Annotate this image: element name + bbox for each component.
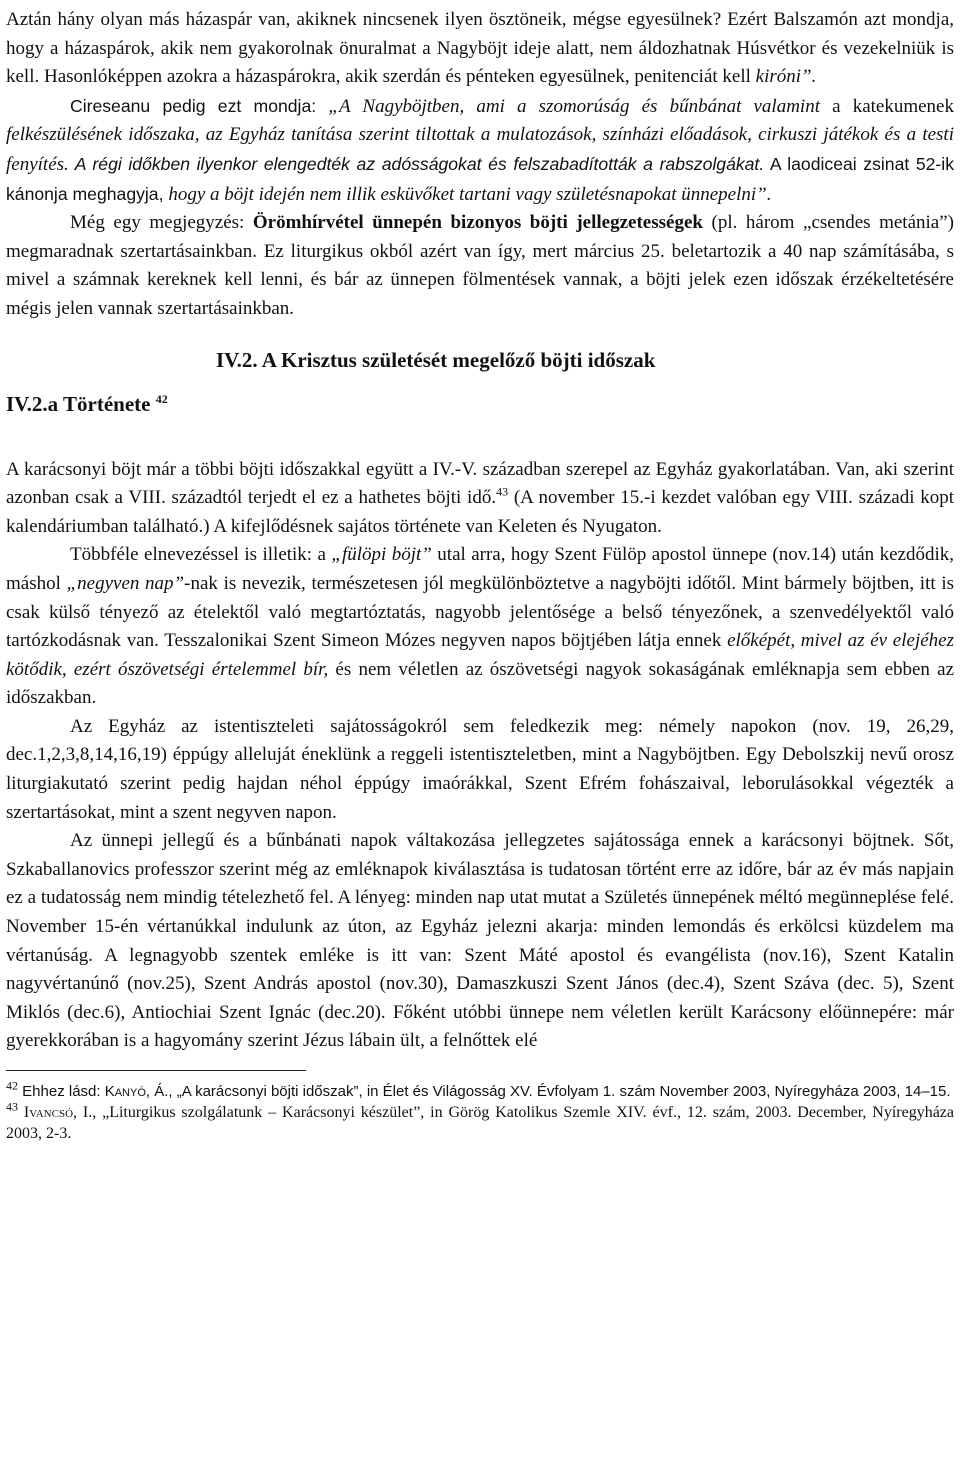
footnote-43-title: , „Liturgikus szolgálatunk – Karácsonyi készület”, in Görög Katolikus Szemle XIV. évf., 12. szám, 2003. December, Nyíregyháza 2003, 2-3.	[6, 1104, 955, 1142]
paragraph-2-quote: felkészülésének időszaka, az Egyház tanítása szerint tiltottak a mulatozások, színházi előadások, cirkuszi játékok és a testi fenyítés.	[6, 124, 954, 175]
paragraph-3-lead: Még egy megjegyzés:	[70, 212, 253, 234]
paragraph-4-text: A karácsonyi böjt már a többi böjti időszakkal együtt a IV.-V. században szerepel az Egyház gyakorlatában. Van, aki szerint azonban csak a VIII. századtól terjedt el ez a hathetes böjti idő.	[6, 458, 954, 509]
paragraph-7: Az ünnepi jellegű és a bűnbánati napok váltakozása jellegzetes sajátossága ennek a karácsonyi böjtnek. Sőt, Szkaballanovics professzor szerint még az emléknapok kiválasztása is tudatosan történt erre az időre, bár az év más napjain ez a tudatosság nem mindig tételezhető fel. A lényeg: minden nap utat mutat a Születés ünnepének méltó megünneplése felé. November 15-én vértanúkkal indulunk az úton, az Egyház jelezni akarja: minden lemondás és erkölcsi küzdelem ma vértanúság. A legnagyobb szentek emléke is itt van: Szent Máté apostol és evangélista (nov.16), Szent Katalin nagyvértanúnő (nov.25), Szent András apostol (nov.30), Damaszkuszi Szent János (dec.4), Szent Száva (dec. 5), Szent Miklós (dec.6), Antiochiai Szent Ignác (dec.20). Főként utóbbi ünnepe nem véletlen került Karácsony előünnepére: már gyerekkorában is a hagyomány szerint Jézus lábain ült, a felnőttek elé	[6, 830, 954, 1052]
footnote-ref-42[interactable]: 42	[155, 391, 168, 406]
footnote-42-title: , „A karácsonyi böjti időszak”, in Élet és Világosság XV. Évfolyam 1. szám November 2003, Nyíregyháza 2003, 14–15.	[168, 1083, 951, 1100]
footnote-ref-43[interactable]: 43	[496, 484, 509, 499]
paragraph-2-sans-italic: A régi időkben ilyenkor elengedték az adósságokat és felszabadították a rabszolgákat.	[68, 153, 765, 174]
paragraph-4	[6, 456, 954, 542]
footnote-43	[6, 1099, 955, 1144]
paragraph-1-text: Aztán hány olyan más házaspár van, akiknek nincsenek ilyen ösztöneik, mégse egyesülnek? Ezért Balszamón azt mondja, hogy a házaspárok, akik nem gyakorolnak önuralmat a Nagyböjt ideje alatt, nem áldozhatnak Húsvétkor és vezekelniük is kell. Hasonlóképpen azokra a házaspárokra, akik szerdán és pénteken egyesülnek, penitenciát kell	[6, 9, 954, 88]
paragraph-2-text: a katekumenek	[819, 95, 954, 117]
paragraph-5-text-3: és nem véletlen az ószövetségi nagyok sokaságának emléknapja sem ebben az időszakban.	[6, 658, 955, 709]
paragraph-5-italic-3: előképét, mivel az év elejéhez kötődik, ezért ószövetségi értelemmel bír,	[6, 630, 954, 680]
paragraph-2	[6, 92, 954, 209]
paragraph-6: Az Egyház az istentiszteleti sajátosságokról sem feledkezik meg: némely napokon (nov. 19, 26,29, dec.1,2,3,8,14,16,19) éppúgy alleluját éneklünk a reggeli istentiszteletben, mint a Nagyböjtben. Egy Debolszkij nevű orosz liturgiakutató szerint pedig hajdan néhol éppúgy imaórákkal, Szent Efrém fohászaival, leborulásokkal végezték a szertartásokat, mint a szent negyven napon.	[6, 715, 954, 823]
footnote-42-number: 42	[6, 1078, 18, 1093]
paragraph-4-text-2: (A november 15.-i kezdet valóban egy VIII. századi kopt kalendáriumban található.) A kifejlődésnek sajátos története van Keleten és Nyugaton.	[6, 487, 955, 537]
paragraph-3	[6, 209, 954, 323]
footnote-42-author: Kanyó, Á.	[104, 1083, 169, 1100]
paragraph-5-italic-1: „fülöpi böjt”	[331, 544, 432, 566]
section-heading: IV.2. A Krisztus születését megelőző böjti időszak	[216, 347, 656, 372]
paragraph-2-lead: Cireseanu pedig ezt mondja:	[70, 95, 329, 116]
paragraph-5-text: utal arra, hogy Szent Fülöp apostol ünnepe (nov.14) után kezdődik, máshol	[6, 544, 955, 594]
footnote-42	[6, 1078, 954, 1102]
section-headings	[6, 346, 954, 456]
paragraph-3-bold: Örömhírvétel ünnepén bizonyos böjti jellegzetességek	[252, 212, 703, 234]
footnote-43-number: 43	[6, 1099, 18, 1114]
footnote-42-pre: Ehhez lásd:	[18, 1083, 105, 1100]
footnote-separator	[6, 1070, 306, 1071]
paragraph-5-italic-2: „negyven nap”	[66, 572, 185, 594]
paragraph-5-lead: Többféle elnevezéssel is illetik: a	[70, 544, 332, 566]
paragraph-5-text-2: -nak is nevezik, természetesen jól megkülönböztetve a nagyböjti időtől. Mint bármely böjtben, itt is csak külső tényező az ételektől való megtartóztatás, nagyobb jelentősége a belső tényezőnek, a szenvedélyektől való tartózkodásnak van. Tesszalonikai Szent Simeon Mózes negyven napos böjtjében látja ennek	[6, 572, 954, 652]
paragraph-2-quote-end: hogy a böjt idején nem illik esküvőket tartani vagy születésnapokat ünnepelni”.	[168, 183, 772, 205]
paragraph-1-italic: kiróni”.	[755, 66, 817, 88]
subsection-heading	[6, 390, 168, 418]
paragraph-1	[6, 6, 954, 92]
subsection-heading-text: IV.2.a Története	[6, 391, 151, 416]
paragraph-3-text: (pl. három „csendes metánia”) megmaradnak szertartásainkban. Ez liturgikus okból azért van így, mert március 25. beletartozik a 40 nap számításába, s mivel a számnak kereknek kell lenni, és bár az ünnepen fölmentések vannak, a böjti jelek ezen időszak érzékeltetésére mégis jelen vannak szertartásainkban.	[6, 212, 954, 319]
paragraph-2-sans: A laodiceai zsinat 52-ik kánonja meghagyja,	[6, 153, 954, 204]
paragraph-2-quote-start: „A Nagyböjtben, ami a szomorúság és bűnbánat valamint	[328, 95, 820, 117]
paragraph-5	[6, 541, 954, 713]
footnote-43-author: Ivancsó, I.	[23, 1104, 93, 1121]
